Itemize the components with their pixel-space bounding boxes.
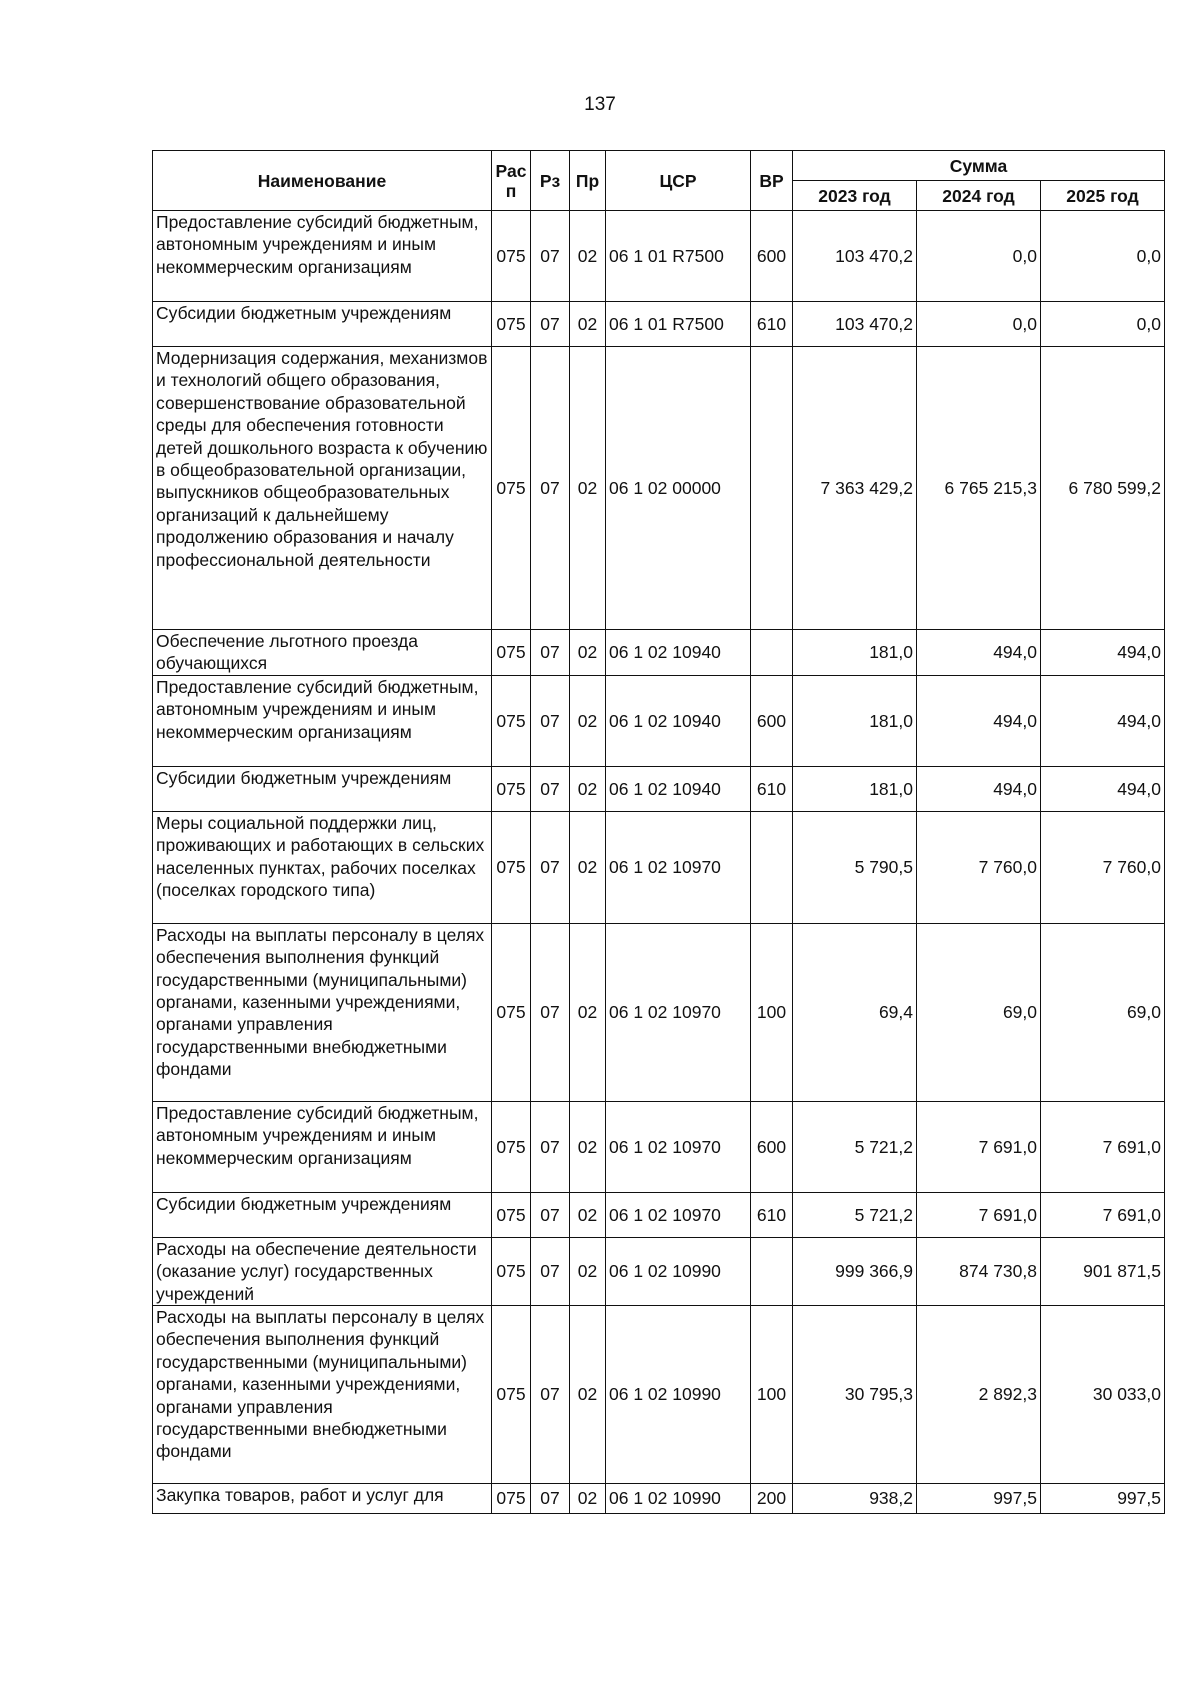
budget-row-pr: 02 <box>570 347 606 630</box>
budget-row-rz: 07 <box>531 1192 570 1237</box>
header-year-2024: 2024 год <box>917 181 1041 211</box>
budget-row-amount-2024: 494,0 <box>917 630 1041 676</box>
budget-row-rasp: 075 <box>492 1101 531 1192</box>
header-rasp: Рас п <box>492 151 531 211</box>
budget-row-amount-2025: 7 691,0 <box>1041 1192 1165 1237</box>
budget-row-amount-2024: 874 730,8 <box>917 1237 1041 1305</box>
budget-row-amount-2024: 494,0 <box>917 766 1041 811</box>
budget-row-amount-2023: 103 470,2 <box>793 211 917 302</box>
budget-row-rz: 07 <box>531 211 570 302</box>
budget-row-rz: 07 <box>531 766 570 811</box>
budget-row-name: Предоставление субсидий бюджетным, автономным учреждениям и иным некоммерческим организациям <box>153 675 492 766</box>
budget-row-vr: 610 <box>751 1192 793 1237</box>
budget-row-name: Расходы на выплаты персоналу в целях обеспечения выполнения функций государственными (муниципальными) органами, казенными учреждениями, органами управления государственными внебюджетными фондами <box>153 1306 492 1484</box>
budget-row-pr: 02 <box>570 675 606 766</box>
budget-row-csr: 06 1 02 10970 <box>606 1192 751 1237</box>
table-row <box>153 1484 1165 1514</box>
budget-row-vr: 600 <box>751 1101 793 1192</box>
budget-row-pr: 02 <box>570 923 606 1101</box>
budget-row-name: Субсидии бюджетным учреждениям <box>153 1192 492 1237</box>
budget-row-amount-2024: 69,0 <box>917 923 1041 1101</box>
budget-row-rz: 07 <box>531 675 570 766</box>
budget-row-vr: 600 <box>751 675 793 766</box>
budget-row-amount-2024: 7 691,0 <box>917 1101 1041 1192</box>
budget-row-amount-2023: 181,0 <box>793 675 917 766</box>
budget-row-amount-2023: 181,0 <box>793 630 917 676</box>
header-name: Наименование <box>153 151 492 211</box>
header-csr: ЦСР <box>606 151 751 211</box>
budget-row-amount-2025: 7 691,0 <box>1041 1101 1165 1192</box>
budget-row-amount-2024: 2 892,3 <box>917 1306 1041 1484</box>
budget-row-amount-2025: 901 871,5 <box>1041 1237 1165 1305</box>
budget-row-amount-2025: 7 760,0 <box>1041 811 1165 923</box>
budget-row-pr: 02 <box>570 811 606 923</box>
budget-row-rz: 07 <box>531 347 570 630</box>
budget-row-amount-2025: 30 033,0 <box>1041 1306 1165 1484</box>
budget-row-amount-2023: 181,0 <box>793 766 917 811</box>
table-row <box>153 347 1165 630</box>
budget-row-csr: 06 1 02 10990 <box>606 1306 751 1484</box>
budget-row-rz: 07 <box>531 630 570 676</box>
budget-row-amount-2025: 494,0 <box>1041 630 1165 676</box>
budget-row-vr: 600 <box>751 211 793 302</box>
budget-row-amount-2025: 0,0 <box>1041 211 1165 302</box>
budget-row-rz: 07 <box>531 1484 570 1514</box>
budget-row-pr: 02 <box>570 766 606 811</box>
budget-row-amount-2025: 494,0 <box>1041 675 1165 766</box>
budget-row-amount-2023: 5 721,2 <box>793 1192 917 1237</box>
budget-row-vr: 100 <box>751 1306 793 1484</box>
header-pr: Пр <box>570 151 606 211</box>
table-row <box>153 766 1165 811</box>
budget-row-vr <box>751 347 793 630</box>
budget-row-amount-2023: 5 721,2 <box>793 1101 917 1192</box>
budget-row-pr: 02 <box>570 1237 606 1305</box>
budget-row-amount-2024: 7 691,0 <box>917 1192 1041 1237</box>
budget-row-amount-2025: 0,0 <box>1041 302 1165 347</box>
budget-row-rasp: 075 <box>492 347 531 630</box>
table-row <box>153 675 1165 766</box>
budget-row-csr: 06 1 02 10970 <box>606 923 751 1101</box>
budget-row-csr: 06 1 02 10990 <box>606 1484 751 1514</box>
budget-row-name: Предоставление субсидий бюджетным, автономным учреждениям и иным некоммерческим организациям <box>153 1101 492 1192</box>
header-year-2023: 2023 год <box>793 181 917 211</box>
budget-row-csr: 06 1 01 R7500 <box>606 211 751 302</box>
budget-row-vr <box>751 630 793 676</box>
budget-row-amount-2023: 5 790,5 <box>793 811 917 923</box>
budget-row-name: Предоставление субсидий бюджетным, автономным учреждениям и иным некоммерческим организациям <box>153 211 492 302</box>
budget-row-rasp: 075 <box>492 811 531 923</box>
budget-row-name: Субсидии бюджетным учреждениям <box>153 302 492 347</box>
budget-row-name: Субсидии бюджетным учреждениям <box>153 766 492 811</box>
budget-row-vr: 610 <box>751 766 793 811</box>
header-rz: Рз <box>531 151 570 211</box>
budget-row-amount-2025: 69,0 <box>1041 923 1165 1101</box>
budget-row-name: Обеспечение льготного проезда обучающихся <box>153 630 492 676</box>
budget-row-pr: 02 <box>570 1306 606 1484</box>
table-row <box>153 630 1165 676</box>
budget-row-amount-2025: 997,5 <box>1041 1484 1165 1514</box>
budget-row-amount-2024: 0,0 <box>917 302 1041 347</box>
budget-row-rz: 07 <box>531 923 570 1101</box>
budget-row-csr: 06 1 02 10970 <box>606 1101 751 1192</box>
budget-row-amount-2024: 0,0 <box>917 211 1041 302</box>
budget-row-rz: 07 <box>531 1101 570 1192</box>
budget-row-amount-2023: 30 795,3 <box>793 1306 917 1484</box>
budget-row-amount-2023: 7 363 429,2 <box>793 347 917 630</box>
budget-row-vr <box>751 811 793 923</box>
table-row <box>153 1237 1165 1305</box>
budget-row-name: Меры социальной поддержки лиц, проживающих и работающих в сельских населенных пунктах, рабочих поселках (поселках городского типа) <box>153 811 492 923</box>
table-row <box>153 923 1165 1101</box>
table-row <box>153 1192 1165 1237</box>
budget-row-rasp: 075 <box>492 630 531 676</box>
budget-row-amount-2024: 997,5 <box>917 1484 1041 1514</box>
budget-row-rasp: 075 <box>492 302 531 347</box>
budget-row-amount-2024: 6 765 215,3 <box>917 347 1041 630</box>
budget-row-name: Расходы на выплаты персоналу в целях обеспечения выполнения функций государственными (муниципальными) органами, казенными учреждениями, органами управления государственными внебюджетными фондами <box>153 923 492 1101</box>
budget-row-csr: 06 1 02 10970 <box>606 811 751 923</box>
budget-row-name: Расходы на обеспечение деятельности (оказание услуг) государственных учреждений <box>153 1237 492 1305</box>
budget-row-vr: 200 <box>751 1484 793 1514</box>
budget-row-rz: 07 <box>531 1237 570 1305</box>
budget-row-rasp: 075 <box>492 923 531 1101</box>
budget-row-csr: 06 1 02 10990 <box>606 1237 751 1305</box>
budget-row-pr: 02 <box>570 302 606 347</box>
budget-row-amount-2025: 6 780 599,2 <box>1041 347 1165 630</box>
budget-row-rasp: 075 <box>492 675 531 766</box>
page-number: 137 <box>584 94 616 115</box>
header-summa: Сумма <box>793 151 1165 181</box>
budget-row-vr: 100 <box>751 923 793 1101</box>
budget-row-amount-2024: 494,0 <box>917 675 1041 766</box>
table-row <box>153 1101 1165 1192</box>
budget-row-name: Модернизация содержания, механизмов и технологий общего образования, совершенствование образовательной среды для обеспечения готовности детей дошкольного возраста к обучению в общеобразовательной организации, выпускников общеобразовательных организаций к дальнейшему продолжению образования и началу профессиональной деятельности <box>153 347 492 630</box>
budget-row-pr: 02 <box>570 1101 606 1192</box>
budget-row-rz: 07 <box>531 811 570 923</box>
header-vr: ВР <box>751 151 793 211</box>
budget-row-amount-2023: 103 470,2 <box>793 302 917 347</box>
budget-row-name: Закупка товаров, работ и услуг для <box>153 1484 492 1514</box>
budget-row-rasp: 075 <box>492 1306 531 1484</box>
header-year-2025: 2025 год <box>1041 181 1165 211</box>
budget-row-rasp: 075 <box>492 766 531 811</box>
table-row <box>153 1306 1165 1484</box>
budget-row-csr: 06 1 01 R7500 <box>606 302 751 347</box>
budget-row-rasp: 075 <box>492 211 531 302</box>
budget-row-rz: 07 <box>531 1306 570 1484</box>
budget-row-rasp: 075 <box>492 1192 531 1237</box>
budget-row-amount-2023: 999 366,9 <box>793 1237 917 1305</box>
table-row <box>153 302 1165 347</box>
budget-table-body <box>153 211 1165 1514</box>
budget-table <box>152 150 1165 1514</box>
table-row <box>153 811 1165 923</box>
budget-row-amount-2025: 494,0 <box>1041 766 1165 811</box>
budget-row-amount-2023: 938,2 <box>793 1484 917 1514</box>
budget-row-vr <box>751 1237 793 1305</box>
budget-row-csr: 06 1 02 00000 <box>606 347 751 630</box>
budget-row-csr: 06 1 02 10940 <box>606 630 751 676</box>
budget-row-amount-2024: 7 760,0 <box>917 811 1041 923</box>
budget-row-pr: 02 <box>570 1192 606 1237</box>
budget-row-vr: 610 <box>751 302 793 347</box>
table-row <box>153 211 1165 302</box>
budget-row-rz: 07 <box>531 302 570 347</box>
budget-row-csr: 06 1 02 10940 <box>606 766 751 811</box>
budget-row-pr: 02 <box>570 630 606 676</box>
budget-row-rasp: 075 <box>492 1237 531 1305</box>
budget-row-csr: 06 1 02 10940 <box>606 675 751 766</box>
budget-row-rasp: 075 <box>492 1484 531 1514</box>
budget-row-amount-2023: 69,4 <box>793 923 917 1101</box>
budget-row-pr: 02 <box>570 211 606 302</box>
budget-row-pr: 02 <box>570 1484 606 1514</box>
